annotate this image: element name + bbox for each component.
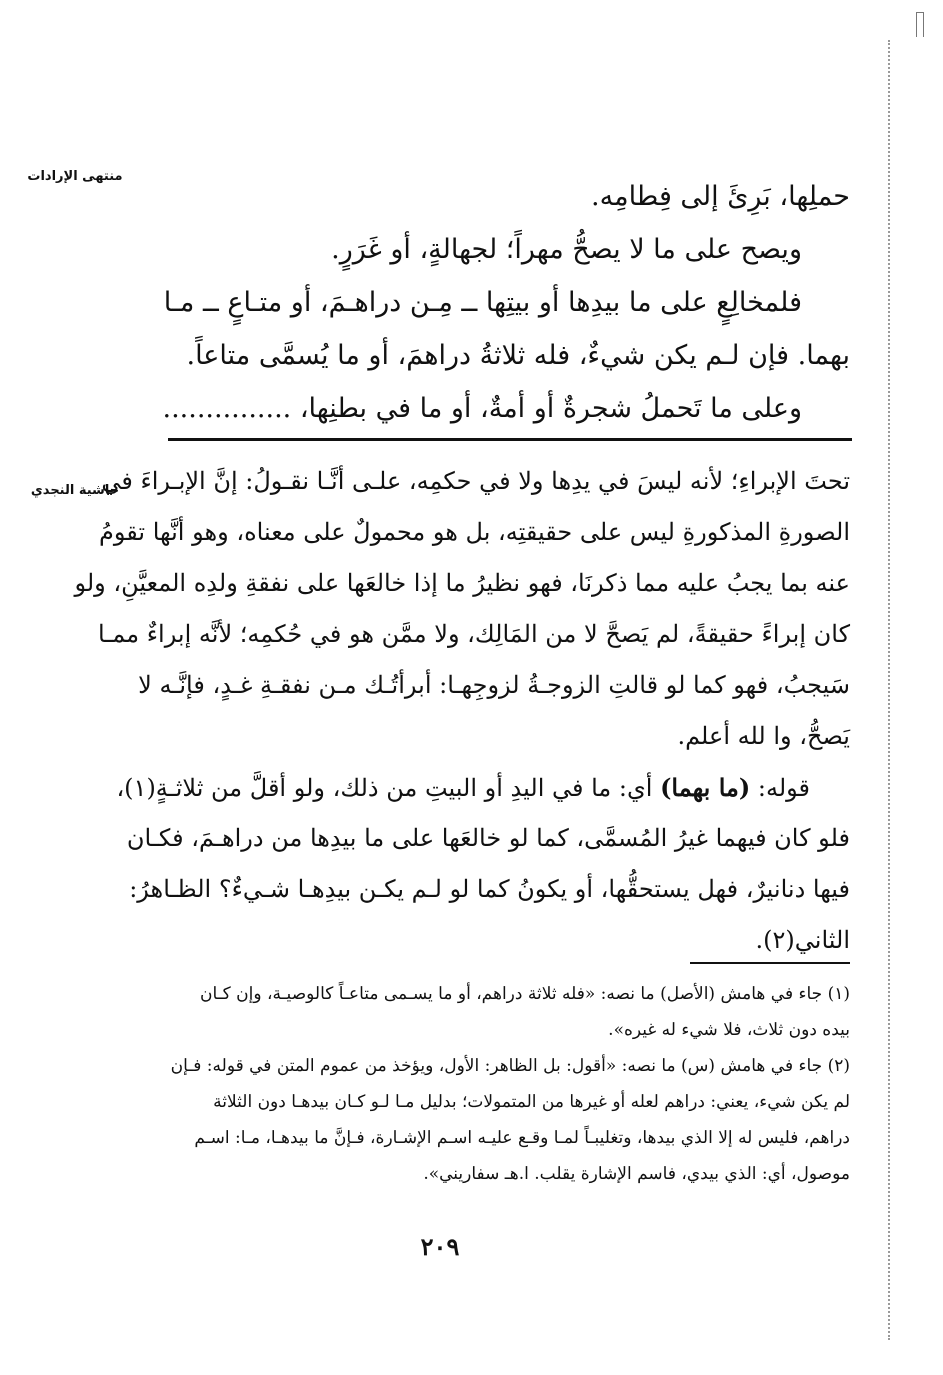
commentary-line: يَصحُّ، وا لله أعلم. [677, 722, 850, 750]
footnote-line: دراهم، فليس له إلا الذي بيدها، وتغليبـاً لمـا وقـع عليـه اسـم الإشـارة، فـإنَّ ما بيدهـا، مـا: اسـم [194, 1128, 850, 1148]
text-separator [168, 438, 852, 441]
page-corner-mark [916, 12, 924, 37]
commentary-line: فيها دنانيرٌ، فهل يستحقُّها، أو يكونُ كما لو لـم يكـن بيدِهـا شـيءٌ؟ الظـاهرُ: [129, 875, 850, 903]
commentary-line: عنه بما يجبُ عليه مما ذكرنَا، فهو نظيرُ ما إذا خالعَها على نفقةِ ولدِه المعيَّنِ، ولو [74, 569, 850, 597]
main-text [160, 170, 850, 435]
commentary-line: سَيجبُ، فهو كما لو قالتِ الزوجـةُ لزوجِهـا: أبرأتُـك مـن نفقـةِ غـدٍ، فإنَّـه لا [138, 671, 850, 699]
commentary-quote-line [116, 762, 850, 813]
footnote-separator [690, 962, 850, 964]
quote-rest: أي: ما في اليدِ أو البيتِ من ذلك، ولو أقلَّ من ثلاثـةٍ(١)، [116, 774, 661, 802]
commentary-title-label: حاشية النجدي [30, 483, 120, 498]
main-text-line: حملِها، بَرِئَ إلى فِطامِه. [591, 181, 850, 212]
commentary-line: فلو كان فيهما غيرُ المُسمَّى، كما لو خالعَها على ما بيدِها من دراهـمَ، فكـان [126, 824, 850, 852]
main-text-line: ويصح على ما لا يصحُّ مهراً؛ لجهالةٍ، أو غَرَرٍ. [331, 234, 802, 265]
book-title-label: منتهى الإرادات [27, 169, 123, 184]
commentary-line: الصورةِ المذكورةِ ليس على حقيقتِه، بل هو محمولٌ على معناه، وهو أنَّها تقومُ [99, 518, 850, 546]
main-text-line: بهما. فإن لـم يكن شيءٌ، فله ثلاثةُ دراهمَ، أو ما يُسمَّى متاعاً. [186, 340, 850, 371]
main-text-line: وعلى ما تَحملُ شجرةٌ أو أمةٌ، أو ما في بطنِها، ............... [162, 393, 802, 424]
main-text-line: فلمخالِعٍ على ما بيدِها أو بيتِها ــ مِـن دراهـمَ، أو متـاعٍ ــ مـا [163, 287, 802, 318]
quote-prefix: قوله: [750, 774, 810, 802]
footnote-line: لم يكن شيء، يعني: دراهم لعله أو غيرها من المتمولات؛ بدليل مـا لـو كـان بيدهـا دون الثلاثة [213, 1092, 850, 1112]
margin-dotted-rule [888, 40, 890, 1340]
footnote-line: موصول، أي: الذي بيدي، فاسم الإشارة يقلب. ا.هـ سفاريني». [423, 1164, 850, 1184]
quoted-phrase: (ما بهما) [660, 773, 751, 802]
page-number: ٢٠٩ [420, 1232, 460, 1261]
commentary-line: كان إبراءً حقيقةً، لم يَصحَّ لا من المَالِك، ولا ممَّن هو في حُكمِه؛ لأنَّه إبراءٌ ممـا [98, 620, 850, 648]
footnote-line: (٢) جاء في هامش (س) ما نصه: «أقول: بل الظاهر: الأول، ويؤخذ من عموم المتن في قوله: فـإن [170, 1056, 850, 1076]
commentary-line: الثاني(٢). [755, 926, 850, 954]
footnotes [160, 976, 850, 1192]
commentary-line: تحتَ الإبراءِ؛ لأنه ليسَ في يدِها ولا في حكمِه، علـى أنَّـا نقـولُ: إنَّ الإبـراءَ في [101, 467, 850, 495]
footnote-line: بيده دون ثلاث، فلا شيء له غيره». [608, 1020, 850, 1040]
footnote-line: (١) جاء في هامش (الأصل) ما نصه: «فله ثلاثة دراهم، أو ما يسـمى متاعـاً كالوصيـة، وإن كـان [200, 984, 850, 1004]
